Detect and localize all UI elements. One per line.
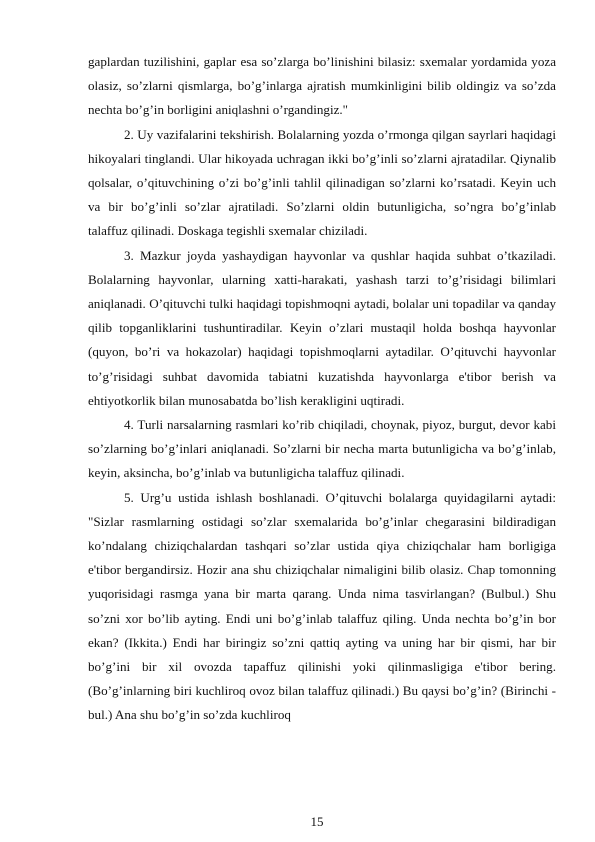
- paragraph-homework-check: 2. Uy vazifalarini tekshirish. Bolalarning yozda o’rmonga qilgan sayrlari haqidagi hikoyalari tinglandi. Ular hikoyada uchragan ikki bo’g’inli so’zlarni ajratadilar. Qiynalib qolsalar, o’qituvchining o’zi bo’g’inli tahlil qilinadigan so’zlarni ko’rsatadi. Keyin uch va bir bo’g’inli so’zlar ajratiladi. So’zlarni oldin butunligicha, so’ngra bo’g’inlab talaffuz qilinadi. Doskaga tegishli sxemalar chiziladi.: [88, 126, 556, 239]
- paragraph-pictures-syllables: 4. Turli narsalarning rasmlari ko’rib chiqiladi, choynak, piyoz, burgut, devor kabi so’zlarning bo’g’inlari aniqlanadi. So’zlarni bir necha marta butunligicha va bo’g’inlab, keyin, aksincha, bo’g’inlab va butunligicha talaffuz qilinadi.: [88, 417, 556, 481]
- document-body: [88, 50, 556, 728]
- page-number: 15: [310, 814, 324, 829]
- paragraph-stress-work: 5. Urg’u ustida ishlash boshlanadi. O’qituvchi bolalarga quyidagilarni aytadi: "Sizlar rasmlarning ostidagi so’zlar sxemalarida bo’g’inlar chegarasini bildiradigan ko’ndalang chiziqchalardan tashqari so’zlar ustida qiya chiziqchalar ham borligiga e'tibor bergandirsiz. Hozir ana shu chiziqchalar nimaligini bilib olasiz. Chap tomonning yuqorisidagi rasmga yana bir marta qarang. Unda nima tasvirlangan? (Bulbul.) Shu so’zni xor bo’lib ayting. Endi uni bo’g’inlab talaffuz qiling. Unda nechta bo’g’in bor ekan? (Ikkita.) Endi har biringiz so’zni qattiq ayting va uning har bir qismi, har bir bo’g’ini bir xil ovozda tapaffuz qilinishi yoki qilinmasligiga e'tibor bering. (Bo’g’inlarning biri kuchliroq ovoz bilan talaffuz qilinadi.) Bu qaysi bo’g’in? (Birinchi - bul.) Ana shu bo’g’in so’zda kuchliroq: [88, 489, 556, 723]
- paragraph-animals-conversation: 3. Mazkur joyda yashaydigan hayvonlar va qushlar haqida suhbat o’tkaziladi. Bolalarning hayvonlar, ularning xatti-harakati, yashash tarzi to’g’risidagi bilimlari aniqlanadi. O’qituvchi tulki haqidagi topishmoqni aytadi, bolalar uni topadilar va qanday qilib topganliklarini tushuntiradilar. Keyin o’zlari mustaqil holda boshqa hayvonlar (quyon, bo’ri va hokazolar) haqidagi topishmoqlarni aytadilar. O’qituvchi hayvonlar to’g’risidagi suhbat davomida tabiatni kuzatishda hayvonlarga e'tibor berish va ehtiyotkorlik bilan munosabatda bo’lish kerakligini uqtiradi.: [88, 247, 556, 408]
- paragraph-continuation: gaplardan tuzilishini, gaplar esa so’zlarga bo’linishini bilasiz: sxemalar yordamida yoza olasiz, so’zlarni qismlarga, bo’g’inlarga ajratish mumkinligini bilib oldingiz va so’zda nechta bo’g’in borligini aniqlashni o’rgandingiz.": [88, 54, 556, 118]
